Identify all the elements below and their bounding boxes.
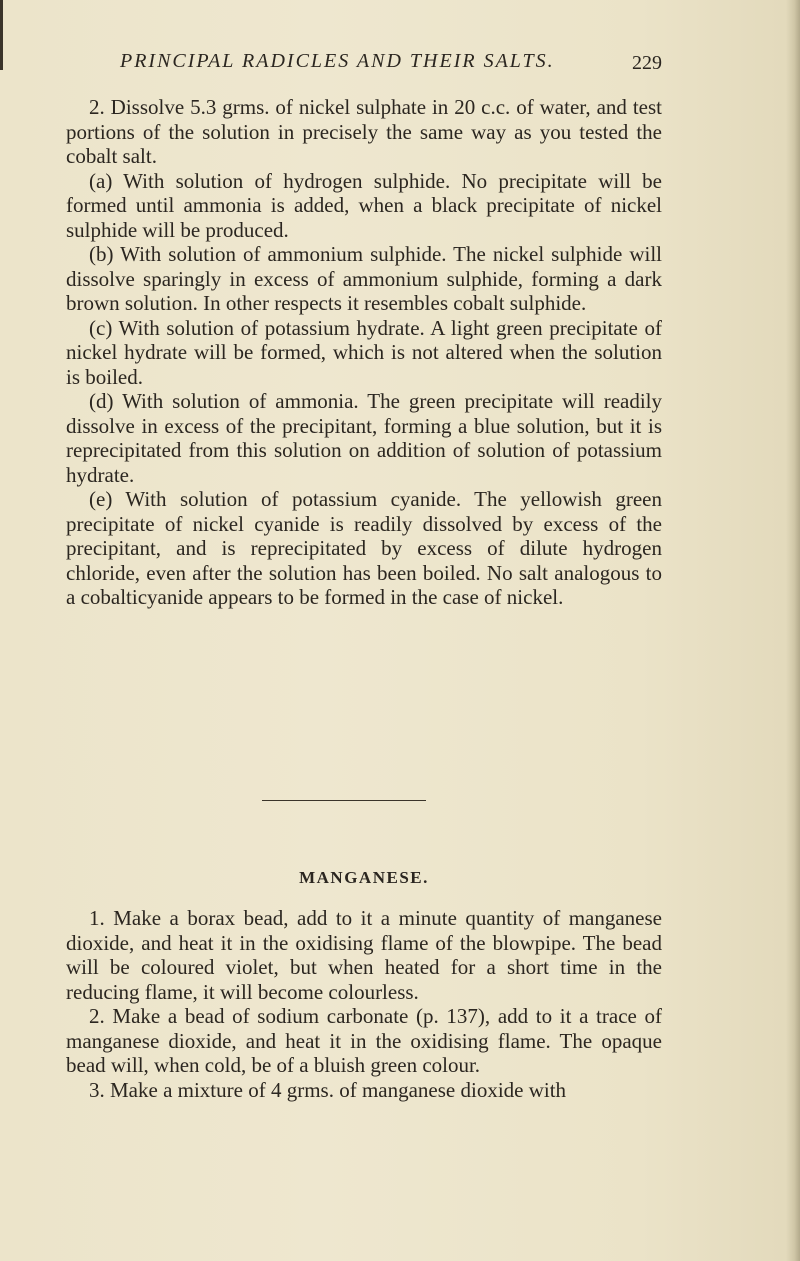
binding-shadow xyxy=(0,0,3,70)
section-heading-manganese: MANGANESE. xyxy=(299,868,429,887)
paragraph-nickel-c: (c) With solution of potassium hydrate. A light green precipitate of nickel hydrate will be formed, which is not altered when the solution is boiled. xyxy=(66,315,662,389)
paragraph-manganese-3: 3. Make a mixture of 4 grms. of manganese dioxide with xyxy=(89,1077,567,1102)
paragraph-manganese-1: 1. Make a borax bead, add to it a minute quantity of manganese dioxide, and heat it in the oxidising flame of the blowpipe. The bead will be coloured violet, but when heated for a short time in the reducing flame, it will become colourless. xyxy=(66,906,662,1004)
paragraph-nickel-b: (b) With solution of ammonium sulphide. The nickel sulphide will dissolve sparingly in excess of ammonium sulphide, forming a dark brown solution. In other respects it resembles cobalt sulphide. xyxy=(66,242,662,315)
paragraph-nickel-e: (e) With solution of potassium cyanide. The yellowish green precipitate of nickel cyanide is readily dissolved by excess of the precipitant, and is reprecipitated by excess of dilute hydrogen chloride, even after the solution has been boiled. No salt analogous to a cobalticyanide appears to be formed in the case of nickel. xyxy=(66,487,662,609)
page-number: 229 xyxy=(632,52,662,74)
section-divider xyxy=(262,800,426,801)
paragraph-manganese-2: 2. Make a bead of sodium carbonate (p. 137), add to it a trace of manganese dioxide, and heat it in the oxidising flame. The opaque bead will, when cold, be of a bluish green colour. xyxy=(66,1004,662,1077)
running-title: PRINCIPAL RADICLES AND THEIR SALTS. xyxy=(120,50,555,72)
nickel-tests-section xyxy=(66,95,662,610)
paragraph-nickel-d: (d) With solution of ammonia. The green precipitate will readily dissolve in excess of the precipitant, forming a blue solution, but it is reprecipitated from this solution on addition of solution of potassium hydrate. xyxy=(66,389,662,487)
manganese-tests-section xyxy=(66,906,662,1102)
page-edge-shadow xyxy=(786,0,800,1261)
paragraph-nickel-a: (a) With solution of hydrogen sulphide. No precipitate will be formed until ammonia is added, when a black precipitate of nickel sulphide will be produced. xyxy=(66,168,662,242)
paragraph-nickel-2: 2. Dissolve 5.3 grms. of nickel sulphate in 20 c.c. of water, and test portions of the solution in precisely the same way as you tested the cobalt salt. xyxy=(66,95,662,168)
running-header xyxy=(120,50,660,82)
